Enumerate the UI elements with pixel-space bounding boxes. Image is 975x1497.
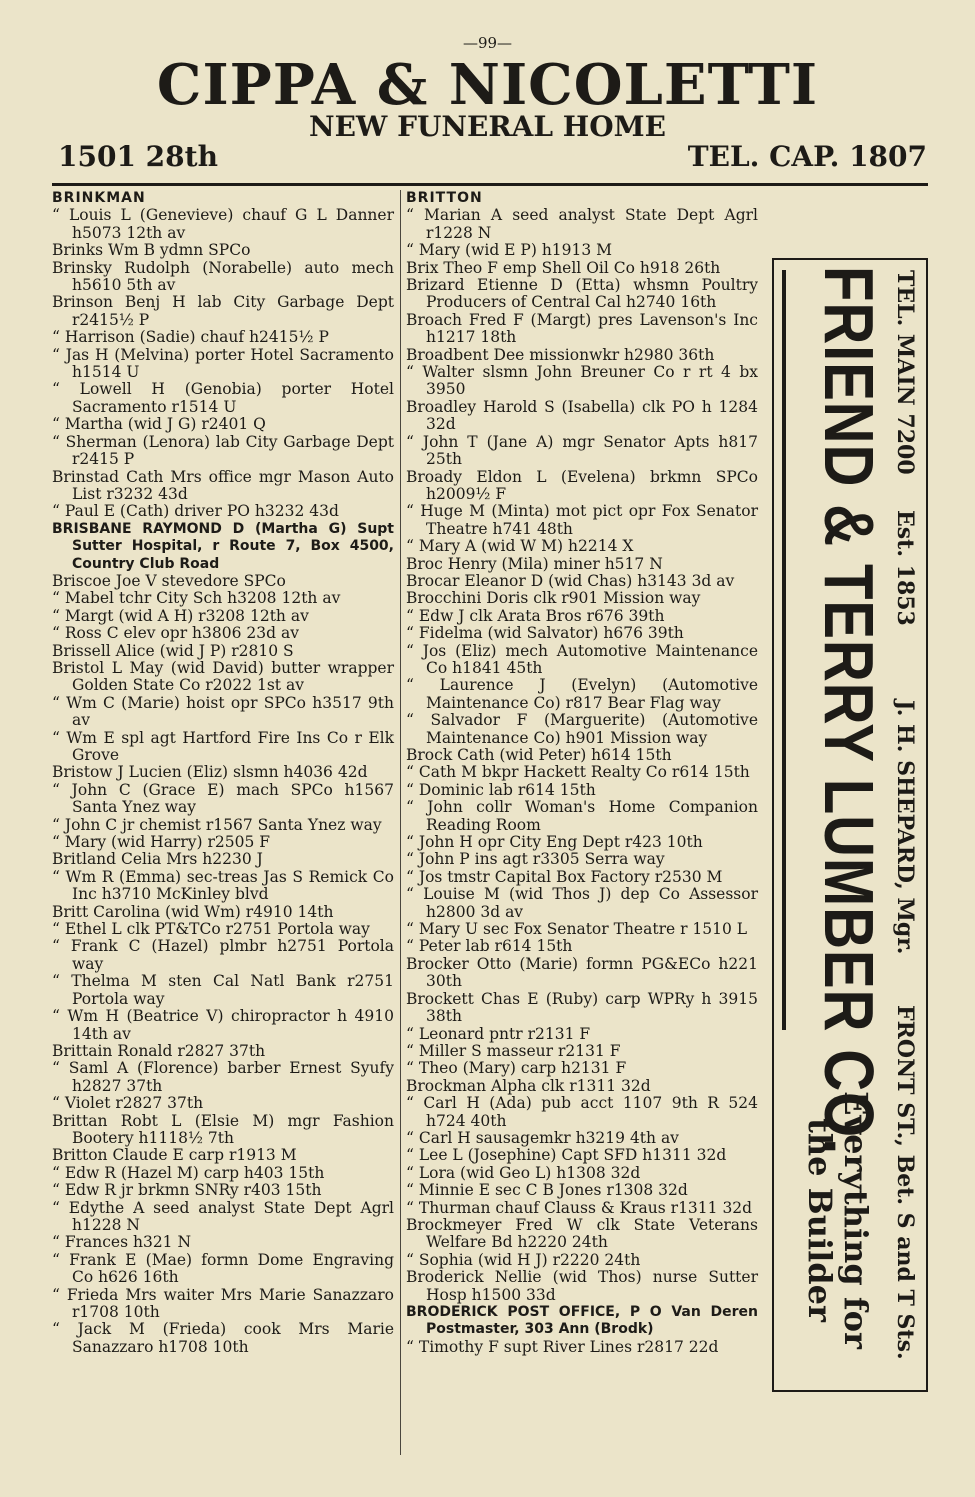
directory-entry: Broc Henry (Mila) miner h517 N: [406, 554, 663, 573]
directory-entry: “ Minnie E sec C B Jones r1308 32d: [406, 1181, 688, 1200]
header-telephone: TEL. CAP. 1807: [687, 140, 927, 173]
directory-entry: Broadley Harold S (Isabella) clk PO h 1284 32d: [406, 397, 758, 434]
directory-entry: “ Thelma M sten Cal Natl Bank r2751 Portola way: [52, 972, 394, 1008]
directory-entry: Brinks Wm B ydmn SPCo: [52, 241, 251, 260]
directory-entry: Brissell Alice (wid J P) r2810 S: [52, 641, 294, 660]
directory-entry: Brockett Chas E (Ruby) carp WPRy h 3915 38th: [406, 989, 758, 1026]
directory-entry: “ Thurman chauf Clauss & Kraus r1311 32d: [406, 1198, 753, 1217]
directory-entry: “ Mary (wid E P) h1913 M: [406, 241, 613, 260]
header-rule: [52, 183, 928, 186]
directory-entry: “ Lee L (Josephine) Capt SFD h1311 32d: [406, 1146, 727, 1165]
directory-entry: “ Edw R jr brkmn SNRy r403 15th: [52, 1181, 322, 1200]
directory-entry: “ Edw R (Hazel M) carp h403 15th: [52, 1163, 325, 1182]
directory-entry: “ Mary A (wid W M) h2214 X: [406, 537, 634, 556]
directory-entry: “ Mabel tchr City Sch h3208 12th av: [52, 589, 341, 608]
directory-entry: “ Carl H sausagemkr h3219 4th av: [406, 1128, 679, 1147]
directory-entry: “ Marian A seed analyst State Dept Agrl r1228 N: [406, 206, 758, 242]
directory-entry: “ Ross C elev opr h3806 23d av: [52, 624, 299, 643]
directory-entry: “ Wm C (Marie) hoist opr SPCo h3517 9th av: [52, 693, 394, 730]
directory-entry: “ Martha (wid J G) r2401 Q: [52, 415, 266, 434]
directory-entry: “ Jas H (Melvina) porter Hotel Sacramento h1514 U: [52, 345, 394, 382]
directory-entry: “ John C (Grace E) mach SPCo h1567 Santa Ynez way: [52, 780, 394, 817]
ad-tagline: Everything for the Builder: [801, 1091, 875, 1349]
page-subtitle: NEW FUNERAL HOME: [309, 110, 666, 143]
directory-entry: “ Frank E (Mae) formn Dome Engraving Co h626 16th: [52, 1250, 394, 1287]
ad-address: FRONT ST., Bet. S and T Sts.: [892, 1005, 918, 1360]
directory-entry: “ Louis L (Genevieve) chauf G L Danner h5073 12th av: [52, 206, 394, 242]
directory-entry: “ Cath M bkpr Hackett Realty Co r614 15th: [406, 763, 750, 782]
directory-entry: “ Wm R (Emma) sec-treas Jas S Remick Co Inc h3710 McKinley blvd: [52, 867, 394, 904]
directory-entry: “ Louise M (wid Thos J) dep Co Assessor h2800 3d av: [406, 885, 758, 921]
directory-column-right: [406, 190, 758, 1356]
page-title: CIPPA & NICOLETTI: [156, 52, 819, 118]
directory-entry: “ Peter lab r614 15th: [406, 937, 573, 956]
directory-entry: “ John H opr City Eng Dept r423 10th: [406, 833, 703, 852]
directory-entry: “ Jos (Eliz) mech Automotive Maintenance Co h1841 45th: [406, 641, 758, 677]
directory-entry: “ Carl H (Ada) pub acct 1107 9th R 524 h724 40th: [406, 1094, 758, 1130]
directory-entry: “ Leonard pntr r2131 F: [406, 1024, 591, 1043]
directory-entry: “ Laurence J (Evelyn) (Automotive Maintenance Co) r817 Bear Flag way: [406, 676, 758, 712]
directory-entry: “ Edythe A seed analyst State Dept Agrl h1228 N: [52, 1198, 394, 1234]
directory-entry: “ Jack M (Frieda) cook Mrs Marie Sanazzaro h1708 10th: [52, 1320, 394, 1356]
directory-entry: “ Lowell H (Genobia) porter Hotel Sacramento r1514 U: [52, 380, 394, 416]
directory-entry: “ Edw J clk Arata Bros r676 39th: [406, 606, 665, 625]
directory-entry: Broadbent Dee missionwkr h2980 36th: [406, 345, 715, 364]
directory-entry: “ Sherman (Lenora) lab City Garbage Dept r2415 P: [52, 432, 394, 469]
directory-entry: Bristow J Lucien (Eliz) slsmn h4036 42d: [52, 763, 368, 782]
directory-entry: Brinstad Cath Mrs office mgr Mason Auto List r3232 43d: [52, 467, 394, 503]
directory-entry: “ Harrison (Sadie) chauf h2415½ P: [52, 328, 329, 347]
ad-telephone: TEL. MAIN 7200: [892, 270, 918, 475]
directory-entry: “ Violet r2827 37th: [52, 1094, 204, 1113]
ad-established: Est. 1853: [892, 510, 918, 626]
column-heading: BRITTON: [406, 190, 483, 206]
page-number: —99—: [462, 34, 513, 52]
directory-entry: “ Jos tmstr Capital Box Factory r2530 M: [406, 867, 723, 886]
header-address: 1501 28th: [58, 140, 218, 173]
column-heading: BRINKMAN: [52, 190, 146, 206]
directory-entry: “ Timothy F supt River Lines r2817 22d: [406, 1337, 719, 1356]
directory-entry: “ Salvador F (Marguerite) (Automotive Maintenance Co) h901 Mission way: [406, 711, 758, 747]
directory-column-left: [52, 190, 394, 1356]
directory-entry: Brock Cath (wid Peter) h614 15th: [406, 746, 672, 764]
directory-entry: Brinsky Rudolph (Norabelle) auto mech h5610 5th av: [52, 258, 394, 295]
directory-entry: Brinson Benj H lab City Garbage Dept r2415½ P: [52, 293, 394, 329]
directory-entry: “ Mary (wid Harry) r2505 F: [52, 833, 271, 852]
ad-underline: [782, 270, 786, 1030]
directory-entry: Broady Eldon L (Evelena) brkmn SPCo h2009½ F: [406, 467, 758, 503]
directory-entry: “ John T (Jane A) mgr Senator Apts h817 25th: [406, 432, 758, 469]
directory-entry: Bristol L May (wid David) butter wrapper Golden State Co r2022 1st av: [52, 658, 394, 695]
directory-entry: Britton Claude E carp r1913 M: [52, 1146, 297, 1165]
ad-manager: J. H. SHEPARD, Mgr.: [892, 700, 918, 955]
directory-entry: “ Wm E spl agt Hartford Fire Ins Co r Elk Grove: [52, 728, 394, 764]
directory-entry: Britt Carolina (wid Wm) r4910 14th: [52, 902, 334, 921]
directory-entry: Brockman Alpha clk r1311 32d: [406, 1076, 651, 1095]
directory-entry: “ Dominic lab r614 15th: [406, 780, 596, 799]
directory-entry: “ Huge M (Minta) mot pict opr Fox Senator Theatre h741 48th: [406, 502, 758, 538]
lumber-advertisement: [772, 258, 928, 1392]
directory-entry: Brocker Otto (Marie) formn PG&ECo h221 30th: [406, 954, 758, 991]
column-divider: [400, 190, 401, 1455]
directory-entry: Brocchini Doris clk r901 Mission way: [406, 589, 701, 608]
directory-entry: Brix Theo F emp Shell Oil Co h918 26th: [406, 258, 721, 277]
directory-entry: “ Fidelma (wid Salvator) h676 39th: [406, 624, 684, 643]
directory-entry: “ John collr Woman's Home Companion Reading Room: [406, 798, 758, 834]
directory-entry: “ John P ins agt r3305 Serra way: [406, 850, 665, 869]
directory-entry: BRISBANE RAYMOND D (Martha G) Supt Sutter Hospital, r Route 7, Box 4500, Country Club Road: [52, 520, 394, 572]
directory-entry: “ Wm H (Beatrice V) chiropractor h 4910 14th av: [52, 1007, 394, 1043]
directory-entry: “ Walter slsmn John Breuner Co r rt 4 bx 3950: [406, 363, 758, 399]
directory-entry: Britland Celia Mrs h2230 J: [52, 850, 263, 869]
directory-entry: Brizard Etienne D (Etta) whsmn Poultry Producers of Central Cal h2740 16th: [406, 276, 758, 312]
directory-entry: BRODERICK POST OFFICE, P O Van Deren Postmaster, 303 Ann (Brodk): [406, 1304, 758, 1338]
directory-entry: “ Lora (wid Geo L) h1308 32d: [406, 1163, 641, 1182]
directory-entry: Brockmeyer Fred W clk State Veterans Welfare Bd h2220 24th: [406, 1215, 758, 1252]
directory-entry: “ Frances h321 N: [52, 1233, 192, 1252]
ad-company-name: FRIEND & TERRY LUMBER CO.: [810, 266, 888, 1156]
directory-entry: “ Mary U sec Fox Senator Theatre r 1510 L: [406, 920, 748, 939]
directory-entry: “ Miller S masseur r2131 F: [406, 1041, 621, 1060]
directory-entry: “ Margt (wid A H) r3208 12th av: [52, 606, 309, 625]
directory-entry: “ Frieda Mrs waiter Mrs Marie Sanazzaro r1708 10th: [52, 1285, 394, 1321]
directory-entry: “ John C jr chemist r1567 Santa Ynez way: [52, 815, 382, 834]
directory-entry: “ Ethel L clk PT&TCo r2751 Portola way: [52, 920, 370, 939]
directory-entry: Brittain Ronald r2827 37th: [52, 1041, 266, 1060]
directory-entry: Broach Fred F (Margt) pres Lavenson's Inc h1217 18th: [406, 310, 758, 347]
directory-entry: “ Sophia (wid H J) r2220 24th: [406, 1250, 641, 1269]
directory-entry: Brocar Eleanor D (wid Chas) h3143 3d av: [406, 571, 735, 590]
directory-entry: Broderick Nellie (wid Thos) nurse Sutter Hosp h1500 33d: [406, 1268, 758, 1304]
directory-entry: “ Frank C (Hazel) plmbr h2751 Portola way: [52, 937, 394, 973]
directory-entry: Briscoe Joe V stevedore SPCo: [52, 571, 286, 590]
directory-entry: “ Paul E (Cath) driver PO h3232 43d: [52, 502, 339, 521]
directory-entry: “ Theo (Mary) carp h2131 F: [406, 1059, 627, 1078]
directory-entry: Brittan Robt L (Elsie M) mgr Fashion Bootery h1118½ 7th: [52, 1111, 394, 1147]
directory-entry: “ Saml A (Florence) barber Ernest Syufy h2827 37th: [52, 1059, 394, 1095]
